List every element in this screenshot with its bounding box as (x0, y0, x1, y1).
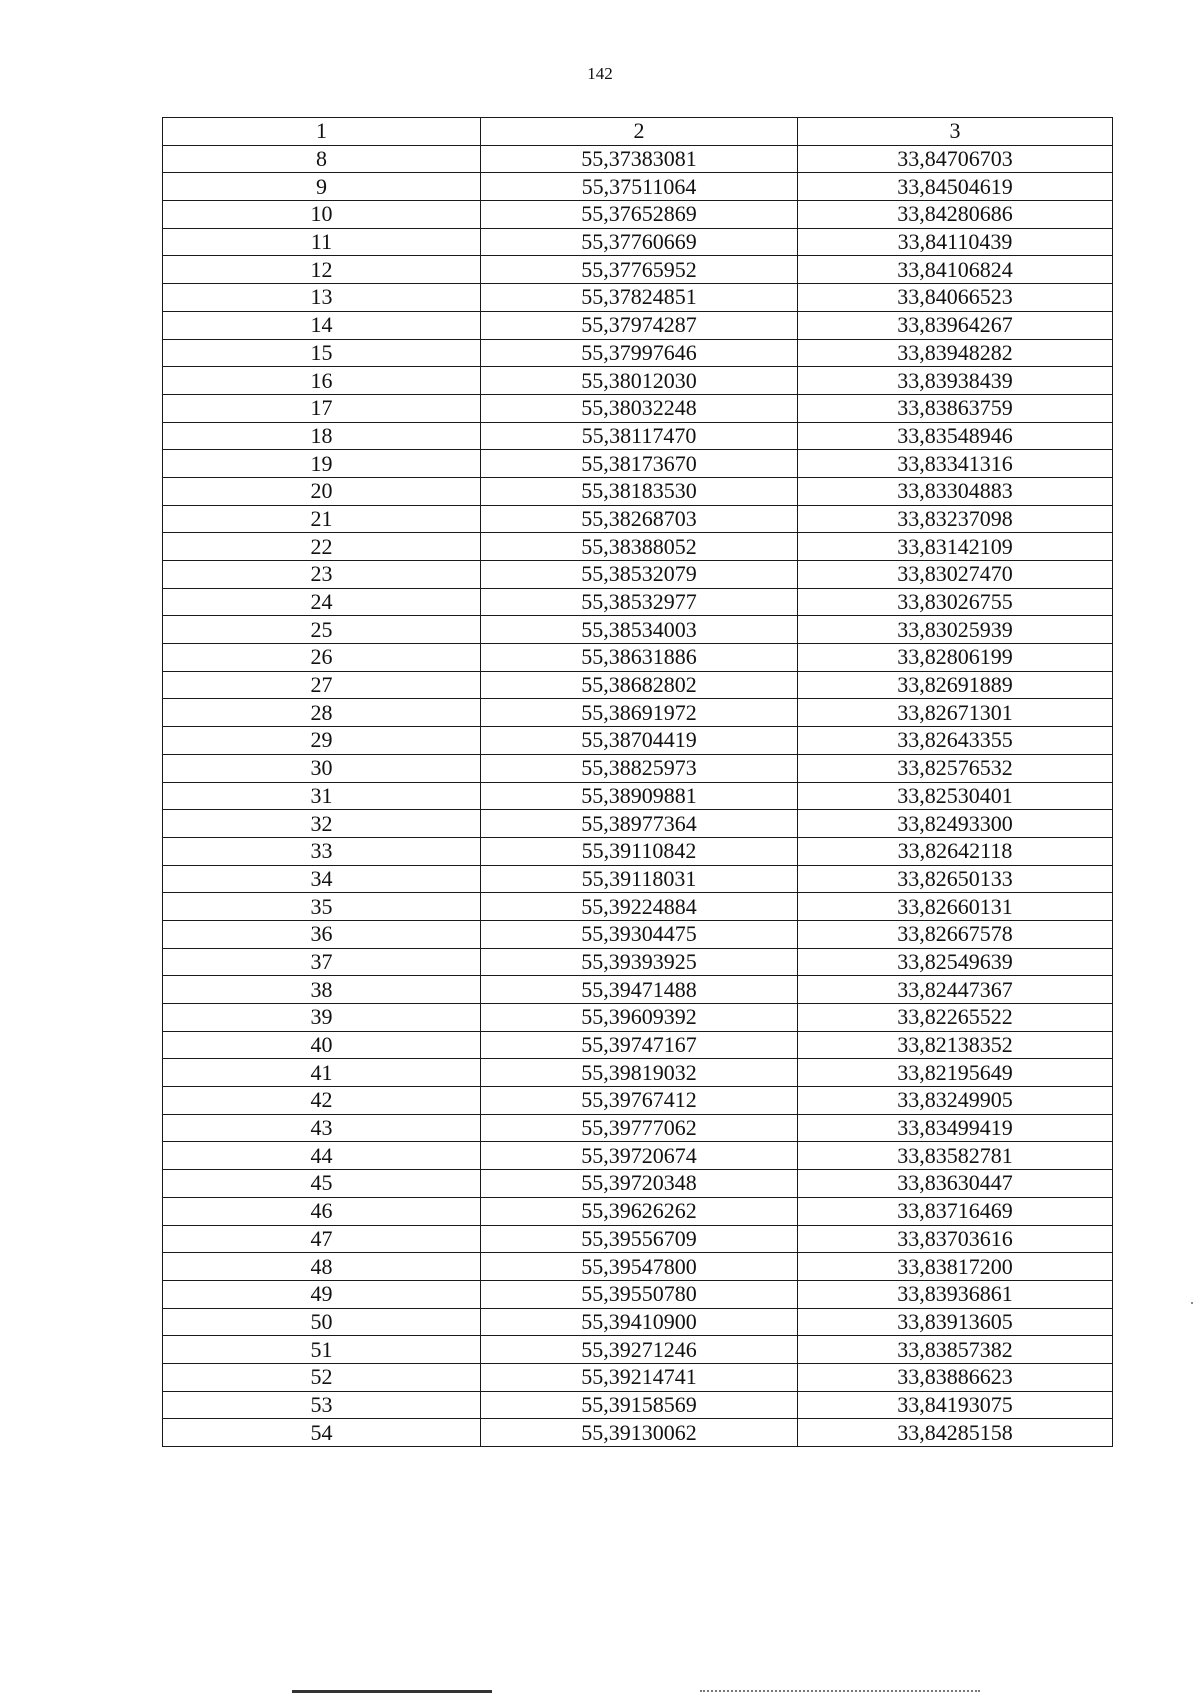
point-number-cell: 11 (163, 228, 481, 256)
coordinate-x-cell: 55,37824851 (481, 284, 798, 312)
table-row (163, 533, 1113, 561)
point-number-cell: 34 (163, 865, 481, 893)
table-row (163, 394, 1113, 422)
point-number-cell: 17 (163, 394, 481, 422)
point-number-cell: 44 (163, 1142, 481, 1170)
table-row (163, 1142, 1113, 1170)
coordinate-y-cell: 33,83817200 (798, 1253, 1113, 1281)
point-number-cell: 16 (163, 367, 481, 395)
coordinate-y-cell: 33,82195649 (798, 1059, 1113, 1087)
coordinate-x-cell: 55,38268703 (481, 505, 798, 533)
coordinate-y-cell: 33,84106824 (798, 256, 1113, 284)
table-body (163, 145, 1113, 1446)
coordinate-x-cell: 55,38012030 (481, 367, 798, 395)
point-number-cell: 8 (163, 145, 481, 173)
coordinate-x-cell: 55,37765952 (481, 256, 798, 284)
coordinate-y-cell: 33,83026755 (798, 588, 1113, 616)
point-number-cell: 39 (163, 1004, 481, 1032)
point-number-cell: 51 (163, 1336, 481, 1364)
point-number-cell: 25 (163, 616, 481, 644)
table-row (163, 1087, 1113, 1115)
table-row (163, 311, 1113, 339)
coordinate-x-cell: 55,39393925 (481, 948, 798, 976)
coordinate-y-cell: 33,83703616 (798, 1225, 1113, 1253)
point-number-cell: 28 (163, 699, 481, 727)
coordinate-y-cell: 33,82642118 (798, 837, 1113, 865)
coordinate-y-cell: 33,83948282 (798, 339, 1113, 367)
point-number-cell: 13 (163, 284, 481, 312)
table-row (163, 1336, 1113, 1364)
coordinate-y-cell: 33,84706703 (798, 145, 1113, 173)
table-row (163, 754, 1113, 782)
table-row (163, 339, 1113, 367)
point-number-cell: 45 (163, 1170, 481, 1198)
coordinate-y-cell: 33,82549639 (798, 948, 1113, 976)
coordinate-y-cell: 33,84285158 (798, 1419, 1113, 1447)
coordinate-y-cell: 33,84066523 (798, 284, 1113, 312)
point-number-cell: 15 (163, 339, 481, 367)
column-header-3: 3 (798, 118, 1113, 146)
point-number-cell: 14 (163, 311, 481, 339)
point-number-cell: 54 (163, 1419, 481, 1447)
point-number-cell: 9 (163, 173, 481, 201)
column-header-2: 2 (481, 118, 798, 146)
table-row (163, 1363, 1113, 1391)
point-number-cell: 12 (163, 256, 481, 284)
point-number-cell: 33 (163, 837, 481, 865)
coordinate-x-cell: 55,38704419 (481, 727, 798, 755)
coordinate-x-cell: 55,39626262 (481, 1197, 798, 1225)
coordinate-y-cell: 33,83936861 (798, 1280, 1113, 1308)
coordinate-x-cell: 55,39271246 (481, 1336, 798, 1364)
table-row (163, 588, 1113, 616)
table-row (163, 920, 1113, 948)
coordinate-x-cell: 55,37974287 (481, 311, 798, 339)
coordinate-y-cell: 33,82650133 (798, 865, 1113, 893)
table-row (163, 699, 1113, 727)
table-row (163, 1419, 1113, 1447)
point-number-cell: 38 (163, 976, 481, 1004)
point-number-cell: 48 (163, 1253, 481, 1281)
coordinate-x-cell: 55,38631886 (481, 644, 798, 672)
coordinate-y-cell: 33,83630447 (798, 1170, 1113, 1198)
table-row (163, 477, 1113, 505)
coordinate-x-cell: 55,39224884 (481, 893, 798, 921)
point-number-cell: 27 (163, 671, 481, 699)
table-row (163, 1197, 1113, 1225)
coordinate-x-cell: 55,38691972 (481, 699, 798, 727)
coordinate-y-cell: 33,83499419 (798, 1114, 1113, 1142)
coordinate-x-cell: 55,38534003 (481, 616, 798, 644)
point-number-cell: 37 (163, 948, 481, 976)
table-row (163, 145, 1113, 173)
table-row (163, 367, 1113, 395)
coordinate-y-cell: 33,83857382 (798, 1336, 1113, 1364)
coordinate-x-cell: 55,39158569 (481, 1391, 798, 1419)
coordinate-x-cell: 55,38388052 (481, 533, 798, 561)
point-number-cell: 50 (163, 1308, 481, 1336)
point-number-cell: 36 (163, 920, 481, 948)
coordinate-y-cell: 33,84504619 (798, 173, 1113, 201)
coordinate-y-cell: 33,83716469 (798, 1197, 1113, 1225)
coordinate-x-cell: 55,39547800 (481, 1253, 798, 1281)
coordinate-y-cell: 33,83582781 (798, 1142, 1113, 1170)
point-number-cell: 52 (163, 1363, 481, 1391)
coordinate-y-cell: 33,83237098 (798, 505, 1113, 533)
coordinate-y-cell: 33,82671301 (798, 699, 1113, 727)
page-number: 142 (587, 64, 613, 83)
coordinate-x-cell: 55,38977364 (481, 810, 798, 838)
table-row (163, 284, 1113, 312)
footer-marks (700, 1690, 980, 1694)
point-number-cell: 41 (163, 1059, 481, 1087)
coordinate-x-cell: 55,39304475 (481, 920, 798, 948)
coordinate-y-cell: 33,83964267 (798, 311, 1113, 339)
coordinate-x-cell: 55,38173670 (481, 450, 798, 478)
coordinate-y-cell: 33,82660131 (798, 893, 1113, 921)
point-number-cell: 26 (163, 644, 481, 672)
table-row (163, 1391, 1113, 1419)
table-row (163, 1031, 1113, 1059)
coordinate-y-cell: 33,82138352 (798, 1031, 1113, 1059)
table-row (163, 893, 1113, 921)
table-row (163, 1170, 1113, 1198)
point-number-cell: 49 (163, 1280, 481, 1308)
coordinate-x-cell: 55,37652869 (481, 201, 798, 229)
coordinate-x-cell: 55,38532977 (481, 588, 798, 616)
table-row (163, 782, 1113, 810)
table-row (163, 727, 1113, 755)
table-row (163, 450, 1113, 478)
point-number-cell: 19 (163, 450, 481, 478)
coordinate-x-cell: 55,39110842 (481, 837, 798, 865)
coordinate-y-cell: 33,83341316 (798, 450, 1113, 478)
coordinate-x-cell: 55,38532079 (481, 561, 798, 589)
coordinate-x-cell: 55,39214741 (481, 1363, 798, 1391)
table-row (163, 976, 1113, 1004)
coordinate-x-cell: 55,37997646 (481, 339, 798, 367)
table-row (163, 1114, 1113, 1142)
coordinate-y-cell: 33,82643355 (798, 727, 1113, 755)
coordinate-x-cell: 55,39556709 (481, 1225, 798, 1253)
coordinate-x-cell: 55,39747167 (481, 1031, 798, 1059)
coordinate-y-cell: 33,84193075 (798, 1391, 1113, 1419)
point-number-cell: 18 (163, 422, 481, 450)
coordinate-y-cell: 33,82530401 (798, 782, 1113, 810)
point-number-cell: 47 (163, 1225, 481, 1253)
table-row (163, 1280, 1113, 1308)
coordinate-x-cell: 55,39130062 (481, 1419, 798, 1447)
coordinate-y-cell: 33,82806199 (798, 644, 1113, 672)
coordinate-y-cell: 33,82576532 (798, 754, 1113, 782)
point-number-cell: 46 (163, 1197, 481, 1225)
table-row (163, 561, 1113, 589)
table-row (163, 1004, 1113, 1032)
coordinate-x-cell: 55,38825973 (481, 754, 798, 782)
coordinate-y-cell: 33,83863759 (798, 394, 1113, 422)
coordinate-y-cell: 33,83142109 (798, 533, 1113, 561)
coordinate-y-cell: 33,83548946 (798, 422, 1113, 450)
point-number-cell: 32 (163, 810, 481, 838)
coordinate-x-cell: 55,37383081 (481, 145, 798, 173)
coordinate-y-cell: 33,82691889 (798, 671, 1113, 699)
point-number-cell: 43 (163, 1114, 481, 1142)
coordinate-y-cell: 33,84280686 (798, 201, 1113, 229)
table-row (163, 671, 1113, 699)
table-row (163, 1225, 1113, 1253)
coordinate-y-cell: 33,82667578 (798, 920, 1113, 948)
point-number-cell: 35 (163, 893, 481, 921)
table-row (163, 256, 1113, 284)
table-row (163, 228, 1113, 256)
coordinate-x-cell: 55,38682802 (481, 671, 798, 699)
table-row (163, 616, 1113, 644)
table-row (163, 505, 1113, 533)
table-row (163, 810, 1113, 838)
point-number-cell: 31 (163, 782, 481, 810)
coordinate-x-cell: 55,39550780 (481, 1280, 798, 1308)
point-number-cell: 20 (163, 477, 481, 505)
point-number-cell: 10 (163, 201, 481, 229)
coordinate-y-cell: 33,82447367 (798, 976, 1113, 1004)
point-number-cell: 30 (163, 754, 481, 782)
point-number-cell: 22 (163, 533, 481, 561)
footer-rule (292, 1690, 492, 1693)
coordinates-table (162, 117, 1113, 1447)
table-row (163, 1253, 1113, 1281)
coordinate-y-cell: 33,83886623 (798, 1363, 1113, 1391)
coordinate-x-cell: 55,39767412 (481, 1087, 798, 1115)
coordinate-x-cell: 55,37760669 (481, 228, 798, 256)
coordinate-x-cell: 55,39720348 (481, 1170, 798, 1198)
point-number-cell: 24 (163, 588, 481, 616)
point-number-cell: 42 (163, 1087, 481, 1115)
coordinate-x-cell: 55,39609392 (481, 1004, 798, 1032)
coordinate-y-cell: 33,82493300 (798, 810, 1113, 838)
coordinate-x-cell: 55,38909881 (481, 782, 798, 810)
coordinate-y-cell: 33,82265522 (798, 1004, 1113, 1032)
coordinate-x-cell: 55,39819032 (481, 1059, 798, 1087)
point-number-cell: 40 (163, 1031, 481, 1059)
coordinate-x-cell: 55,39720674 (481, 1142, 798, 1170)
point-number-cell: 53 (163, 1391, 481, 1419)
coordinate-y-cell: 33,83913605 (798, 1308, 1113, 1336)
point-number-cell: 21 (163, 505, 481, 533)
coordinate-x-cell: 55,39118031 (481, 865, 798, 893)
column-header-1: 1 (163, 118, 481, 146)
table-row (163, 1059, 1113, 1087)
table-row (163, 201, 1113, 229)
point-number-cell: 29 (163, 727, 481, 755)
coordinate-x-cell: 55,38032248 (481, 394, 798, 422)
table-row (163, 837, 1113, 865)
table-row (163, 644, 1113, 672)
coordinate-y-cell: 33,84110439 (798, 228, 1113, 256)
table-row (163, 173, 1113, 201)
coordinate-y-cell: 33,83025939 (798, 616, 1113, 644)
point-number-cell: 23 (163, 561, 481, 589)
coordinate-x-cell: 55,39471488 (481, 976, 798, 1004)
table-row (163, 865, 1113, 893)
table-row (163, 422, 1113, 450)
table-header-row (163, 118, 1113, 146)
coordinate-x-cell: 55,39410900 (481, 1308, 798, 1336)
coordinate-y-cell: 33,83249905 (798, 1087, 1113, 1115)
coordinate-x-cell: 55,38183530 (481, 477, 798, 505)
coordinate-x-cell: 55,37511064 (481, 173, 798, 201)
coordinate-y-cell: 33,83304883 (798, 477, 1113, 505)
scan-speck (1191, 1302, 1193, 1304)
coordinate-y-cell: 33,83938439 (798, 367, 1113, 395)
table-row (163, 948, 1113, 976)
coordinate-x-cell: 55,39777062 (481, 1114, 798, 1142)
table-row (163, 1308, 1113, 1336)
coordinate-x-cell: 55,38117470 (481, 422, 798, 450)
coordinate-y-cell: 33,83027470 (798, 561, 1113, 589)
